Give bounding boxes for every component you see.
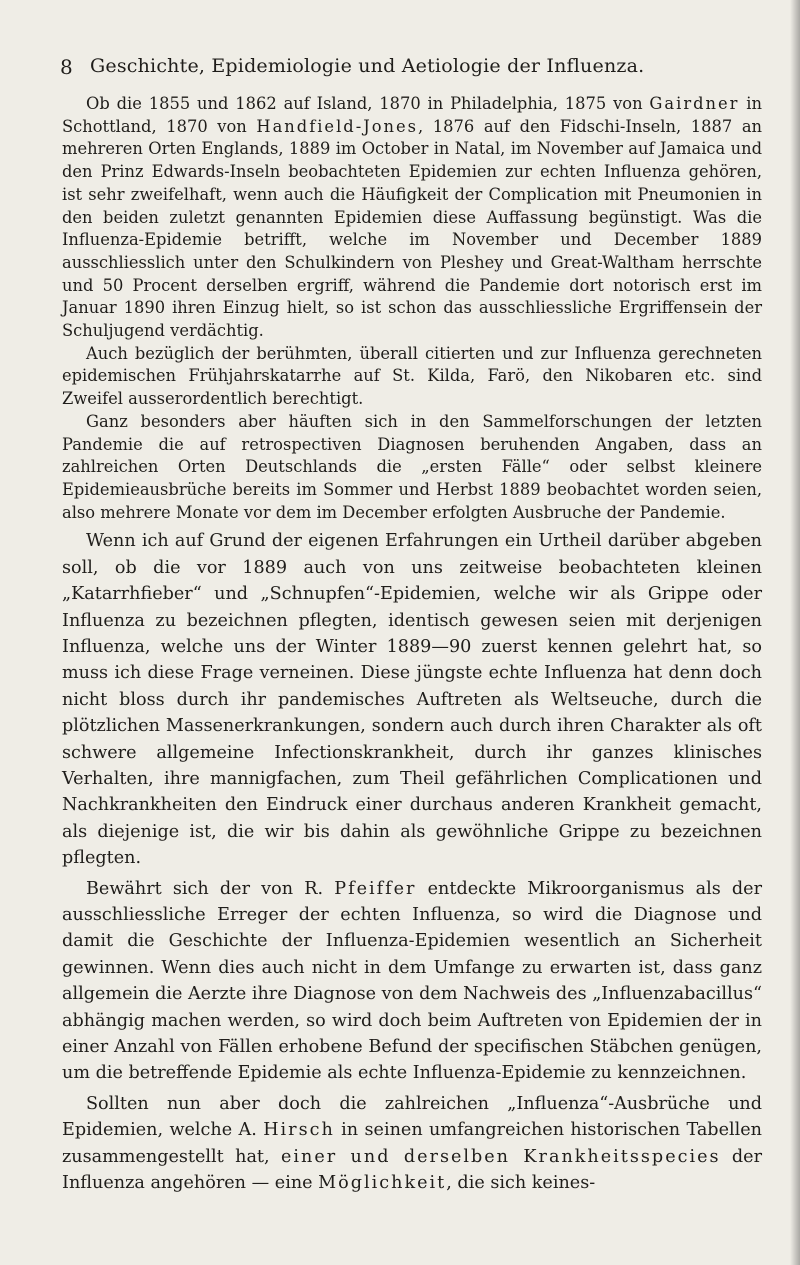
text-run: , die sich keines- bbox=[446, 1173, 596, 1194]
page-number: 8 bbox=[60, 55, 73, 79]
text-run: der Influenza angehören — eine bbox=[62, 1146, 762, 1194]
paragraph-6 bbox=[62, 1091, 762, 1197]
paragraph-5 bbox=[62, 876, 762, 1087]
emphasis: einer und derselben Krankheitsspecies bbox=[280, 1146, 721, 1167]
text-run: entdeckte Mikroorganismus als der ausschliessliche Erreger der echten Influenza, so wird die Diagnose und damit die Geschichte der Influenza-Epidemien wesentlich an Sicherheit gewinnen. Wenn dies auch nicht in dem Umfange zu erwarten ist, dass ganz allgemein die Aerzte ihre Diagnose von dem Nachweis des „Influenzabacillus“ abhängig machen werden, so wird doch beim Auftreten von Epidemien der in einer Anzahl von Fällen erhobene Befund der specifischen Stäbchen genügen, um die betreffende Epidemie als echte Influenza-Epidemie zu kennzeichnen. bbox=[62, 878, 762, 1084]
author-name: Pfeiffer bbox=[334, 878, 417, 899]
author-name: Hirsch bbox=[263, 1120, 335, 1141]
paragraph-4: Wenn ich auf Grund der eigenen Erfahrungen ein Urtheil darüber abgeben soll, ob die vor 1889 auch von uns zeitweise beobachteten kleinen „Katarrhfieber“ und „Schnupfen“-Epidemien, welche wir als Grippe oder Influenza zu bezeichnen pflegten, identisch gewesen seien mit derjenigen Influenza, welche uns der Winter 1889—90 zuerst kennen gelehrt hat, so muss ich diese Frage verneinen. Diese jüngste echte Influenza hat denn doch nicht bloss durch ihr pandemisches Auftreten als Weltseuche, durch die plötzlichen Massenerkrankungen, sondern auch durch ihren Charakter als oft schwere allgemeine Infectionskrankheit, durch ihr ganzes klinisches Verhalten, ihre mannigfachen, zum Theil gefährlichen Complicationen und Nachkrankheiten den Eindruck einer durchaus anderen Krankheit gemacht, als diejenige ist, die wir bis dahin als gewöhnliche Grippe zu bezeichnen pflegten. bbox=[62, 531, 762, 869]
running-title: Geschichte, Epidemiologie und Aetiologie der Influenza. bbox=[90, 55, 645, 77]
paragraph-1 bbox=[62, 93, 762, 343]
text-run: in seinen umfangreichen historischen Tabellen zusammengestellt hat, bbox=[62, 1120, 762, 1167]
paragraph-2: Auch bezüglich der berühmten, überall citierten und zur Influenza gerechneten epidemischen Frühjahrskatarrhe auf St. Kilda, Farö, den Nikobaren etc. sind Zweifel ausserordentlich berechtigt. bbox=[62, 343, 762, 409]
body-text bbox=[62, 93, 762, 1197]
author-name: Gairdner bbox=[649, 94, 740, 113]
text-run: , 1876 auf den Fidschi-Inseln, 1887 an mehreren Orten Englands, 1889 im October in Natal, im November auf Jamaica und den Prinz Edwards-Inseln beobachteten Epidemien zur echten Influenza gehören, ist sehr zweifelhaft, wenn auch die Häufigkeit der Complication mit Pneumonien in den beiden zuletzt genannten Epidemien diese Auffassung begünstigt. Was die Influenza-Epidemie betrifft, welche im November und December 1889 ausschliesslich unter den Schulkindern von Pleshey und Great-Waltham herrschte und 50 Procent derselben ergriff, während die Pandemie dort notorisch erst im Januar 1890 ihren Einzug hielt, so ist schon das ausschliessliche Ergriffensein der Schuljugend verdächtig. bbox=[62, 116, 763, 341]
text-run: in Schottland, 1870 von bbox=[62, 94, 762, 136]
text-run: Sollten nun aber doch die zahlreichen „Influenza“-Ausbrüche und Epidemien, welche A. bbox=[62, 1093, 762, 1141]
text-run: Ob die 1855 und 1862 auf Island, 1870 in Philadelphia, 1875 von bbox=[86, 94, 650, 113]
author-name: Handfield-Jones bbox=[256, 116, 419, 136]
text-run: Bewährt sich der von R. bbox=[86, 878, 335, 899]
paragraph-3: Ganz besonders aber häuften sich in den Sammelforschungen der letzten Pandemie die auf retrospectiven Diagnosen beruhenden Angaben, dass an zahlreichen Orten Deutschlands die „ersten Fälle“ oder selbst kleinere Epidemieausbrüche bereits im Sommer und Herbst 1889 beobachtet worden seien, also mehrere Monate vor dem im December erfolgten Ausbruche der Pandemie. bbox=[62, 411, 762, 522]
emphasis: Möglichkeit bbox=[318, 1173, 447, 1194]
page-edge-shadow bbox=[790, 0, 800, 1265]
